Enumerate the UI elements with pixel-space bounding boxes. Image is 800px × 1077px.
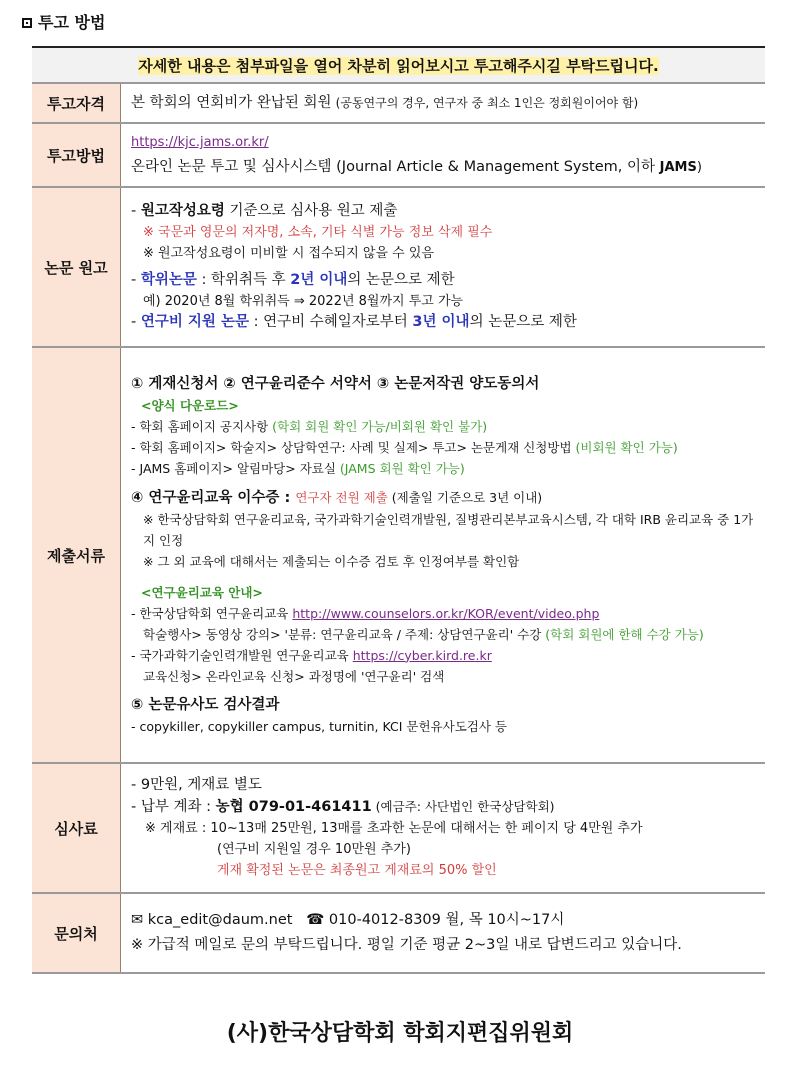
row-label: 논문 원고 [32,187,121,347]
doc-d2-note: (비회원 확인 가능) [575,439,678,455]
ethics-e2: ※ 그 외 교육에 대해서는 제출되는 이수증 검토 후 인정여부를 확인함 [143,553,520,569]
similarity-title: ⑤ 논문유사도 검사결과 [131,696,280,713]
row-method [32,123,765,187]
contact-phone: 010-4012-8309 [328,912,441,928]
row-label: 문의처 [32,893,121,973]
ms-line5: 예) 2020년 8월 학위취득 ⇒ 2022년 8월까지 투고 가능 [143,294,464,309]
doc-d1: - 학회 홈페이지 공지사항 [131,418,273,434]
row-documents [32,347,765,763]
similarity-tools: - copykiller, copykiller campus, turnitin, KCI 문헌유사도검사 등 [131,718,507,734]
ms-line6b: : 연구비 수혜일자로부터 [249,314,413,330]
contact-note: ※ 가급적 메일로 문의 부탁드립니다. 평일 기준 평균 2~3일 내로 답변드리고 있습니다. [131,937,682,953]
row-fee [32,763,765,893]
notice-row [32,47,765,83]
doc-g4: 교육신청> 온라인교육 신청> 과정명에 '연구윤리' 검색 [143,668,445,684]
contact-hours: 월, 목 10시~17시 [445,912,565,928]
guideline-bold: 원고작성요령 [140,203,225,219]
row-contact [32,893,765,973]
contact-email[interactable]: kca_edit@daum.net [147,912,293,928]
submission-table [32,46,765,974]
fee-account-label: - 납부 계좌 : [131,799,216,815]
method-desc: 온라인 논문 투고 및 심사시스템 (Journal Article & Management System, 이하 [131,159,660,175]
row-manuscript: 논문 원고 - 원고작성요령 기준으로 심사용 원고 제출 ※ 국문과 영문의 저자명, 소속, 기타 식별 가능 정보 삭제 필수 ※ 원고작성요령이 미비할 시 접수되지 않을 수 있음 - 학위논문 : 학위취득 후 2년 이내의 논문으로 제한 예) 2020년 8월 학위취득 ⇒ 2022년 8월까지 투고 가능 - 연구비 지원 논문 : 연구비 수혜일자로부터 3년 이내의 논문으로 제한 [32,187,765,347]
jams-bold: JAMS [659,160,697,175]
ms-line1: 기준으로 심사용 원고 제출 [224,203,398,219]
forms-title: ① 게재신청서 ② 연구윤리준수 서약서 ③ 논문저작권 양도동의서 [131,375,540,392]
fee-f3: ※ 게재료 : 10~13매 25만원, 13매를 초과한 논문에 대해서는 한 페이지 당 4만원 추가 [145,821,643,836]
square-bullet-icon [22,18,32,28]
ms-line6d: 의 논문으로 제한 [469,314,577,330]
thesis-limit: 2년 이내 [290,272,348,288]
ethics-title: ④ 연구윤리교육 이수증 : [131,489,296,506]
section-title [22,10,105,33]
row-label: 투고자격 [32,83,121,123]
ms-line4b: : 학위취득 후 [196,272,291,288]
row-label: 제출서류 [32,347,121,763]
ms-line4d: 의 논문으로 제한 [347,272,455,288]
section-title-text: 투고 방법 [38,13,106,32]
funded-label: 연구비 지원 논문 [140,314,249,330]
ethics-guide-heading: <연구윤리교육 안내> [141,584,263,600]
ethics-required: 연구자 전원 제출 [295,489,388,505]
doc-g3: - 국가과학기술인력개발원 연구윤리교육 [131,647,353,663]
jams-link[interactable]: https://kjc.jams.or.kr/ [131,135,269,150]
counselors-link[interactable]: http://www.counselors.or.kr/KOR/event/video.php [292,605,600,621]
doc-d2: - 학회 홈페이지> 학술지> 상담학연구: 사례 및 실제> 투고> 논문게재 신청방법 [131,439,576,455]
fee-f1: - 9만원, 게재료 별도 [131,777,262,793]
doc-d3-note: (JAMS 회원 확인 가능) [339,460,465,476]
fee-discount: 게재 확정된 논문은 최종원고 게재료의 50% 할인 [217,863,497,878]
download-heading: <양식 다운로드> [141,397,239,413]
doc-d1-note: (학회 회원 확인 가능/비회원 확인 불가) [272,418,488,434]
thesis-label: 학위논문 [140,272,197,288]
fee-account: 농협 079-01-461411 [215,799,372,815]
ethics-e1: ※ 한국상담학회 연구윤리교육, 국가과학기술인력개발원, 질병관리본부교육시스템, 각 대학 IRB 윤리교육 중 1가지 인정 [143,511,754,548]
kird-link[interactable]: https://cyber.kird.re.kr [352,647,492,663]
fee-account-holder: (예금주: 사단법인 한국상담학회) [371,799,555,814]
ms-line3: ※ 원고작성요령이 미비할 시 접수되지 않을 수 있음 [143,246,434,261]
ms-line2: ※ 국문과 영문의 저자명, 소속, 기타 식별 가능 정보 삭제 필수 [143,225,493,240]
eligibility-note: (공동연구의 경우, 연구자 중 최소 1인은 정회원이어야 함) [335,95,639,110]
doc-g2-note: (학회 회원에 한해 수강 가능) [545,626,704,642]
ethics-note: (제출일 기준으로 3년 이내) [387,489,543,505]
eligibility-text: 본 학회의 연회비가 완납된 회원 [131,94,332,111]
row-eligibility [32,83,765,123]
doc-g2: 학술행사> 동영상 강의> '분류: 연구윤리교육 / 주제: 상담연구윤리' 수강 [143,626,546,642]
notice-text: 자세한 내용은 첨부파일을 열어 차분히 읽어보시고 투고해주시길 부탁드립니다. [138,56,659,75]
doc-d3: - JAMS 홈페이지> 알림마당> 자료실 [131,460,340,476]
row-label: 심사료 [32,763,121,893]
footer-title: (사)한국상담학회 학회지편집위원회 [226,1021,574,1046]
funded-limit: 3년 이내 [412,314,470,330]
method-desc-end: ) [696,160,702,175]
phone-icon: ☎ [306,912,325,928]
envelope-icon: ✉ [131,912,144,928]
row-label: 투고방법 [32,123,121,187]
fee-f4: (연구비 지원일 경우 10만원 추가) [217,842,411,857]
doc-g1: - 한국상담학회 연구윤리교육 [131,605,293,621]
